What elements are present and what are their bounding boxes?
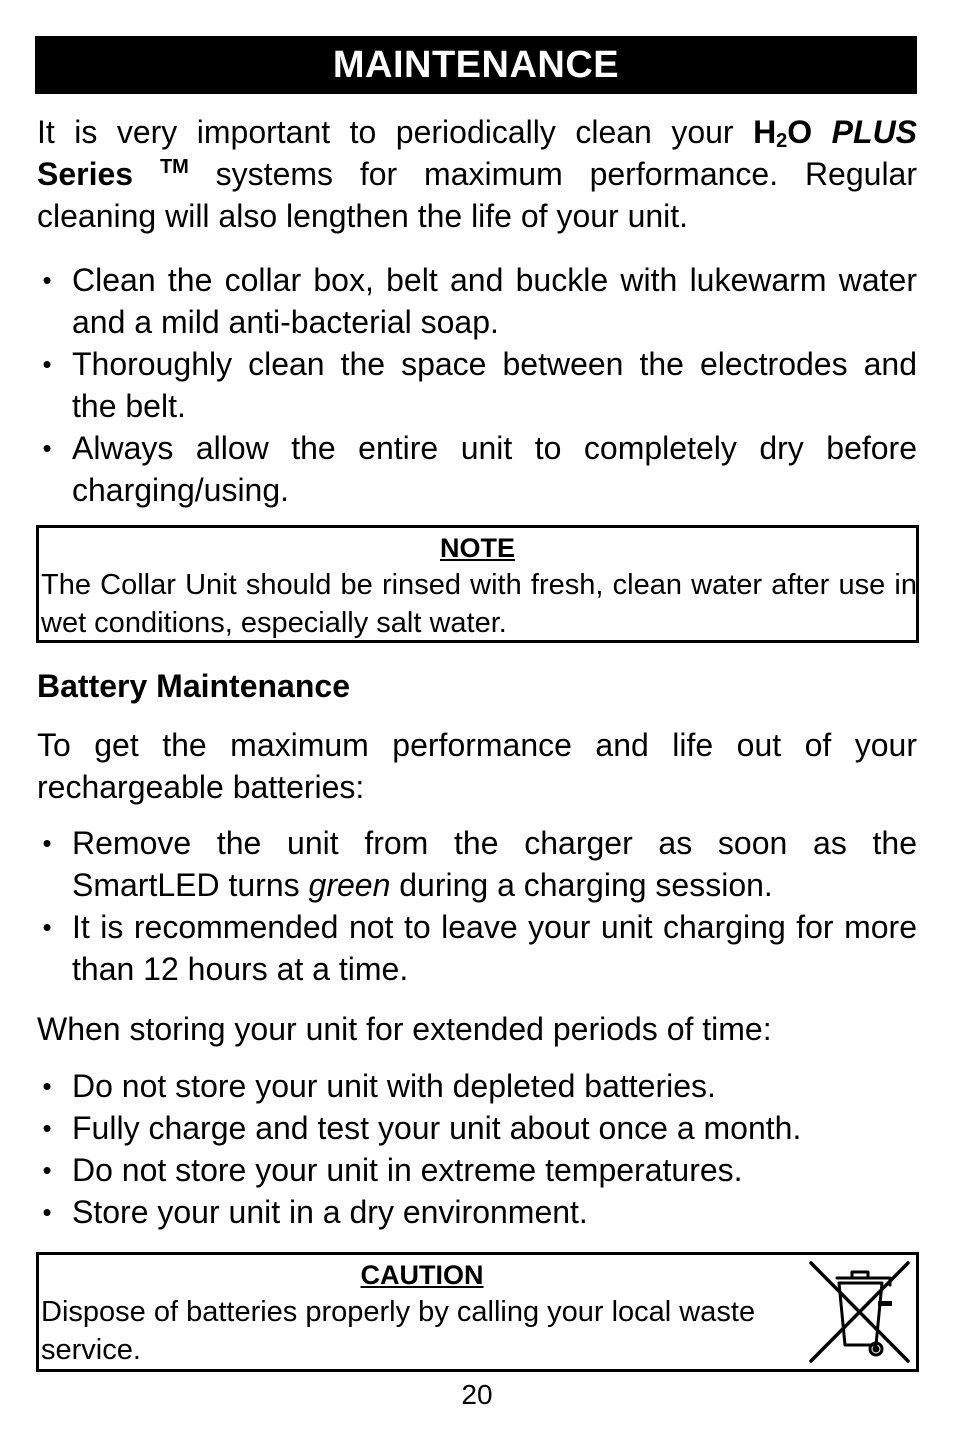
caution-box <box>36 1252 919 1372</box>
battery-heading: Battery Maintenance <box>37 668 350 704</box>
caution-title: CAUTION <box>360 1260 484 1290</box>
brand-series: Series <box>37 156 134 192</box>
list-item: • Clean the collar box, belt and buckle with lukewarm water and a mild anti-bacterial soap. <box>37 259 917 343</box>
list-item: • Do not store your unit in extreme temperatures. <box>37 1149 917 1191</box>
bullet-icon: • <box>42 828 52 858</box>
list-item: • It is recommended not to leave your unit charging for more than 12 hours at a time. <box>37 906 917 990</box>
note-text: The Collar Unit should be rinsed with fresh, clean water after use in wet conditions, especially salt water. <box>41 569 917 639</box>
list-item: • Remove the unit from the charger as soon as the SmartLED turns green during a charging session. <box>37 822 917 906</box>
cleaning-list <box>37 259 917 511</box>
bullet-icon: • <box>42 1155 52 1185</box>
caution-text: Dispose of batteries properly by calling your local waste service. <box>41 1296 756 1366</box>
battery-list <box>37 822 917 990</box>
trademark: TM <box>159 156 189 178</box>
list-item: • Fully charge and test your unit about once a month. <box>37 1107 917 1149</box>
intro-paragraph <box>37 111 917 237</box>
list-item: • Always allow the entire unit to completely dry before charging/using. <box>37 427 917 511</box>
bullet-icon: • <box>42 349 52 379</box>
intro-text-end: systems for maximum performance. Regular cleaning will also lengthen the life of your unit. <box>37 156 918 234</box>
bullet-icon: • <box>42 1113 52 1143</box>
note-title: NOTE <box>439 533 515 563</box>
bullet-icon: • <box>42 912 52 942</box>
bullet-icon: • <box>42 1071 52 1101</box>
brand-plus: PLUS <box>831 114 918 150</box>
crossed-out-wheelie-bin-icon <box>803 1255 916 1369</box>
page-number: 20 <box>461 1379 493 1410</box>
storage-intro: When storing your unit for extended periods of time: <box>37 1011 772 1047</box>
list-item: • Do not store your unit with depleted batteries. <box>37 1065 917 1107</box>
intro-text-start: It is very important to periodically clean your <box>37 114 754 150</box>
note-box <box>36 525 919 643</box>
page-title: MAINTENANCE <box>35 36 917 94</box>
brand-name: $H_2O$ <box>753 114 813 152</box>
battery-intro: To get the maximum performance and life out of your rechargeable batteries: <box>37 727 917 805</box>
bullet-icon: • <box>42 433 52 463</box>
bullet-icon: • <box>42 1197 52 1227</box>
list-item: • Store your unit in a dry environment. <box>37 1191 917 1233</box>
storage-list <box>37 1065 917 1233</box>
bullet-icon: • <box>42 265 52 295</box>
list-item: • Thoroughly clean the space between the electrodes and the belt. <box>37 343 917 427</box>
